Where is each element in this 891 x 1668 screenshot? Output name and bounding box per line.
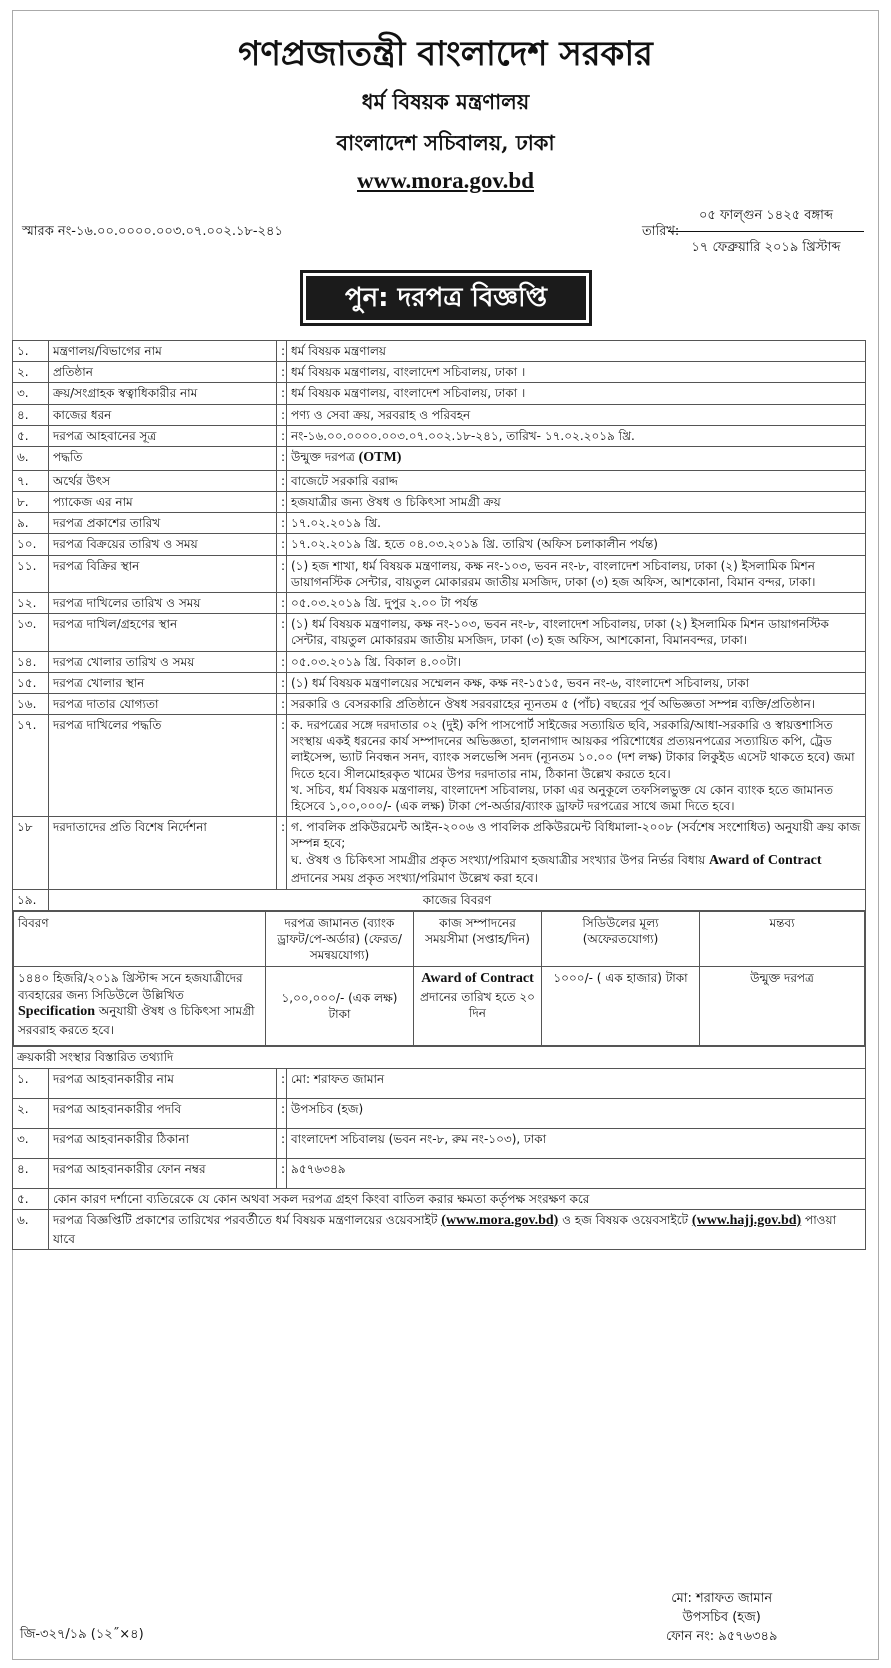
memo-number: স্মারক নং-১৬.০০.০০০০.০০৩.০৭.০০২.১৮-২৪১: [22, 224, 283, 239]
row-colon: :: [277, 1128, 287, 1158]
row-colon: :: [277, 715, 287, 817]
row-label: মন্ত্রণালয়/বিভাগের নাম: [49, 341, 277, 362]
row-colon: :: [277, 555, 287, 592]
table-row: [13, 592, 866, 613]
row-value: [287, 817, 866, 889]
submission-para-ka: ক. দরপত্রের সঙ্গে দরদাতার ০২ (দুই) কপি পাসপোর্ট সাইজের সত্যায়িত ছবি, সরকারি/আধা-সরকারি ও স্বায়ত্তশাসিত সংস্থায় একই ধরনের কার্য সম্পাদনের অভিজ্ঞতা, হালনাগাদ আয়কর পরিশোধের প্রত্যয়নপত্রের সত্যায়িত কপি, ট্রেড লাইসেন্স, ভ্যাট নিবন্ধন সনদ, ব্যাংক সলভেন্সি সনদ (ন্যূনতম ১০.০০ (দশ লক্ষ) টাকার লিকুইড এসেট থাকতে হবে) জমা দিতে হবে। সীলমোহরকৃত খামের উপর দরদাতার নাম, ঠিকানা উল্লেখ করতে হবে।: [291, 718, 855, 781]
org-row: [13, 1128, 866, 1158]
row-label: দরপত্র আহবানকারীর পদবি: [49, 1098, 277, 1128]
row-number: ১২.: [13, 592, 49, 613]
row-label: দরদাতাদের প্রতি বিশেষ নির্দেশনা: [49, 817, 277, 889]
row-value: ১৭.০২.২০১৯ খ্রি. হতে ০৪.০৩.২০১৯ খ্রি. তারিখ (অফিস চলাকালীন পর্যন্ত): [287, 534, 866, 555]
row-label: দরপত্র বিক্রয়ের তারিখ ও সময়: [49, 534, 277, 555]
signatory-title: উপসচিব (হজ): [682, 1609, 761, 1625]
work-table: [13, 911, 865, 1047]
row-value: বাজেটে সরকারি বরাদ্দ: [287, 470, 866, 491]
website-link[interactable]: www.mora.gov.bd: [357, 168, 534, 193]
table-row: [13, 362, 866, 383]
row-colon: :: [277, 614, 287, 651]
row-label: দরপত্র খোলার তারিখ ও সময়: [49, 651, 277, 672]
instruction-para-gha: ঘ. ঔষধ ও চিকিৎসা সামগ্রীর প্রকৃত সংখ্যা/পরিমাণ হজযাত্রীর সংখ্যার উপর নির্ভর বিধায় Award of Contract প্রদানের সময় প্রকৃত সংখ্যা/পরিমাণ উল্লেখ করা হবে।: [291, 852, 822, 886]
row-label: দরপত্র আহবানের সূত্র: [49, 425, 277, 446]
row-colon: :: [277, 693, 287, 714]
row-value: সরকারি ও বেসরকারি প্রতিষ্ঠানে ঔষধ সরবরাহের ন্যূনতম ৫ (পাঁচ) বছরের পূর্ব অভিজ্ঞতা সম্পন্ন ব্যক্তি/প্রতিষ্ঠান।: [287, 693, 866, 714]
work-description: ১৪৪০ হিজরি/২০১৯ খ্রিস্টাব্দ সনে হজযাত্রীদের ব্যবহারের জন্য সিডিউলে উল্লিখিত Specification অনুযায়ী ঔষধ ও চিকিৎসা সামগ্রী সরবরাহ করতে হবে।: [14, 967, 266, 1046]
table-row: [13, 614, 866, 651]
table-row: [13, 715, 866, 817]
table-row: [13, 693, 866, 714]
method-text: উন্মুক্ত দরপত্র: [291, 449, 355, 464]
row-number: ৪.: [13, 404, 49, 425]
work-period: Award of Contract প্রদানের তারিখ হতে ২০ দিন: [414, 967, 542, 1046]
signatory-name: মো: শরাফত জামান: [671, 1591, 773, 1606]
row-number: ৬.: [13, 1209, 49, 1249]
row-colon: :: [277, 513, 287, 534]
row-number: ১৫.: [13, 672, 49, 693]
row-label: দরপত্র দাখিলের তারিখ ও সময়: [49, 592, 277, 613]
date-english: ১৭ ফেব্রুয়ারি ২০১৯ খ্রিস্টাব্দ: [691, 240, 841, 255]
row-number: ৫.: [13, 1188, 49, 1209]
note-text: দরপত্র বিজ্ঞপ্তিটি প্রকাশের তারিখের পরবর্তীতে ধর্ম বিষয়ক মন্ত্রণালয়ের ওয়েবসাইট (www.mora.gov.bd) ও হজ বিষয়ক ওয়েবসাইটে (www.hajj.gov.bd) পাওয়া যাবে: [49, 1209, 866, 1249]
row-colon: :: [277, 534, 287, 555]
mora-website-link[interactable]: (www.mora.gov.bd): [441, 1212, 559, 1228]
row-colon: :: [277, 383, 287, 404]
row-label: দরপত্র খোলার স্থান: [49, 672, 277, 693]
work-header: সিডিউলের মূল্য (অফেরতযোগ্য): [542, 911, 700, 967]
org-row: [13, 1068, 866, 1098]
row-value: (১) ধর্ম বিষয়ক মন্ত্রণালয়, কক্ষ নং-১০৩, ভবন নং-৮, বাংলাদেশ সচিবালয়, ঢাকা (২) ইসলামিক মিশন ডায়াগনস্টিক সেন্টার, বায়তুল মোকাররম জাতীয় মসজিদ, ঢাকা (৩) হজ অফিস, আশকোনা, বিমানবন্দর, ঢাকা।: [287, 614, 866, 651]
date-bangla: ০৫ ফাল্গুন ১৪২৫ বঙ্গাব্দ: [668, 206, 864, 232]
row-label: দরপত্র বিক্রির স্থান: [49, 555, 277, 592]
row-number: ৭.: [13, 470, 49, 491]
table-row: [13, 404, 866, 425]
row-number: ১৮: [13, 817, 49, 889]
row-label: দরপত্র দাখিল/গ্রহণের স্থান: [49, 614, 277, 651]
row-number: ৮.: [13, 492, 49, 513]
row-colon: :: [277, 672, 287, 693]
row-colon: :: [277, 1098, 287, 1128]
row-colon: :: [277, 341, 287, 362]
row-colon: :: [277, 817, 287, 889]
row-value: উপসচিব (হজ): [287, 1098, 866, 1128]
row-number: ৫.: [13, 425, 49, 446]
row-number: ১.: [13, 341, 49, 362]
row-number: ৬.: [13, 446, 49, 470]
row-label: দরপত্র দাখিলের পদ্ধতি: [49, 715, 277, 817]
table-row: [13, 513, 866, 534]
award-of-contract-text: Award of Contract: [709, 852, 822, 868]
org-row: [13, 1098, 866, 1128]
table-row: [13, 383, 866, 404]
government-title: গণপ্রজাতন্ত্রী বাংলাদেশ সরকার: [238, 34, 653, 74]
row-value: হজযাত্রীর জন্য ঔষধ ও চিকিৎসা সামগ্রী ক্রয়: [287, 492, 866, 513]
row-value: ১৭.০২.২০১৯ খ্রি.: [287, 513, 866, 534]
submission-para-kha: খ. সচিব, ধর্ম বিষয়ক মন্ত্রণালয়, বাংলাদেশ সচিবালয়, ঢাকা এর অনুকূলে তফসিলভুক্ত যে কোন ব্যাংক হতে জামানত হিসেবে ১,০০,০০০/- (এক লক্ষ) টাকা পে-অর্ডার/ব্যাংক ড্রাফট দরপত্রের সাথে জমা দিতে হবে।: [291, 782, 833, 814]
row-label: প্রতিষ্ঠান: [49, 362, 277, 383]
row-number: ১৬.: [13, 693, 49, 714]
row-value: ০৫.০৩.২০১৯ খ্রি. বিকাল ৪.০০টা।: [287, 651, 866, 672]
work-header: কাজ সম্পাদনের সময়সীমা (সপ্তাহ/দিন): [414, 911, 542, 967]
work-header: মন্তব্য: [700, 911, 865, 967]
row-value: [287, 446, 866, 470]
work-remark: উন্মুক্ত দরপত্র: [700, 967, 865, 1046]
footer-reference: জি-৩২৭/১৯ (১২˝×৪): [20, 1627, 144, 1642]
row-number: ২.: [13, 362, 49, 383]
row-number: ১৭.: [13, 715, 49, 817]
row-number: ১.: [13, 1068, 49, 1098]
row-colon: :: [277, 404, 287, 425]
note-row: [13, 1188, 866, 1209]
row-label: দরপত্র প্রকাশের তারিখ: [49, 513, 277, 534]
row-value: পণ্য ও সেবা ক্রয়, সরবরাহ ও পরিবহন: [287, 404, 866, 425]
org-title-row: [13, 1047, 866, 1068]
row-number: ৪.: [13, 1158, 49, 1188]
row-value: (১) হজ শাখা, ধর্ম বিষয়ক মন্ত্রণালয়, কক্ষ নং-১০৩, ভবন নং-৮, বাংলাদেশ সচিবালয়, ঢাকা (২) ইসলামিক মিশন ডায়াগনস্টিক সেন্টার, বায়তুল মোকাররম জাতীয় মসজিদ, ঢাকা (৩) হজ অফিস, আশকোনা, বিমান বন্দর, ঢাকা।: [287, 555, 866, 592]
row-value: মো: শরাফত জামান: [287, 1068, 866, 1098]
row-number: ১১.: [13, 555, 49, 592]
row-label: দরপত্র আহবানকারীর ফোন নম্বর: [49, 1158, 277, 1188]
work-header-row: [14, 911, 865, 967]
table-row: [13, 425, 866, 446]
row-label: দরপত্র আহবানকারীর নাম: [49, 1068, 277, 1098]
row-colon: :: [277, 362, 287, 383]
row-label: ক্রয়/সংগ্রাহক স্বত্বাধিকারীর নাম: [49, 383, 277, 404]
date-label: তারিখ:: [642, 224, 680, 239]
table-row: [13, 446, 866, 470]
table-row: [13, 555, 866, 592]
row-number: ১৪.: [13, 651, 49, 672]
row-colon: :: [277, 1068, 287, 1098]
row-label: প্যাকেজ এর নাম: [49, 492, 277, 513]
row-label: দরপত্র দাতার যোগ্যতা: [49, 693, 277, 714]
table-row: [13, 817, 866, 889]
table-row: [13, 492, 866, 513]
row-label: অর্থের উৎস: [49, 470, 277, 491]
row-colon: :: [277, 1158, 287, 1188]
location-title: বাংলাদেশ সচিবালয়, ঢাকা: [336, 130, 555, 155]
signature-block: [666, 1590, 777, 1647]
row-number: ১৩.: [13, 614, 49, 651]
row-colon: :: [277, 470, 287, 491]
row-number: ১৯.: [13, 889, 49, 910]
ministry-title: ধর্ম বিষয়ক মন্ত্রণালয়: [361, 89, 530, 114]
row-value: ধর্ম বিষয়ক মন্ত্রণালয়: [287, 341, 866, 362]
row-colon: :: [277, 446, 287, 470]
work-title: কাজের বিবরণ: [49, 889, 866, 910]
row-number: ৯.: [13, 513, 49, 534]
row-value: ০৫.০৩.২০১৯ খ্রি. দুপুর ২.০০ টা পর্যন্ত: [287, 592, 866, 613]
row-value: নং-১৬.০০.০০০০.০০৩.০৭.০০২.১৮-২৪১, তারিখ- ১৭.০২.২০১৯ খ্রি.: [287, 425, 866, 446]
row-label: কাজের ধরন: [49, 404, 277, 425]
row-colon: :: [277, 651, 287, 672]
work-security: ১,০০,০০০/- (এক লক্ষ) টাকা: [266, 967, 414, 1046]
work-title-row: [13, 889, 866, 910]
row-value: ৯৫৭৬৩৪৯: [287, 1158, 866, 1188]
row-label: পদ্ধতি: [49, 446, 277, 470]
work-header: দরপত্র জামানত (ব্যাংক ড্রাফট/পে-অর্ডার) (ফেরত/সমন্বয়যোগ্য): [266, 911, 414, 967]
table-row: [13, 534, 866, 555]
table-row: [13, 470, 866, 491]
method-code: (OTM): [358, 449, 402, 465]
row-value: ধর্ম বিষয়ক মন্ত্রণালয়, বাংলাদেশ সচিবালয়, ঢাকা ।: [287, 383, 866, 404]
row-value: (১) ধর্ম বিষয়ক মন্ত্রণালয়ের সম্মেলন কক্ষ, কক্ষ নং-১৫১৫, ভবন নং-৬, বাংলাদেশ সচিবালয়, ঢাকা: [287, 672, 866, 693]
org-row: [13, 1158, 866, 1188]
note-row: [13, 1209, 866, 1249]
row-colon: :: [277, 492, 287, 513]
row-label: দরপত্র আহবানকারীর ঠিকানা: [49, 1128, 277, 1158]
row-number: ২.: [13, 1098, 49, 1128]
row-colon: :: [277, 425, 287, 446]
work-table-row: [13, 910, 866, 1047]
tender-table: [12, 340, 866, 1250]
signatory-phone: ফোন নং: ৯৫৭৬৩৪৯: [666, 1628, 778, 1644]
row-colon: :: [277, 592, 287, 613]
row-value: ধর্ম বিষয়ক মন্ত্রণালয়, বাংলাদেশ সচিবালয়, ঢাকা ।: [287, 362, 866, 383]
hajj-website-link[interactable]: (www.hajj.gov.bd): [691, 1212, 802, 1228]
table-row: [13, 672, 866, 693]
work-data-row: [14, 967, 865, 1046]
work-header: বিবরণ: [14, 911, 266, 967]
row-number: ১০.: [13, 534, 49, 555]
row-value: বাংলাদেশ সচিবালয় (ভবন নং-৮, রুম নং-১০৩), ঢাকা: [287, 1128, 866, 1158]
date-box: [668, 206, 864, 259]
work-price: ১০০০/- ( এক হাজার) টাকা: [542, 967, 700, 1046]
row-number: ৩.: [13, 1128, 49, 1158]
table-row: [13, 651, 866, 672]
instruction-para-ga: গ. পাবলিক প্রকিউরমেন্ট আইন-২০০৬ ও পাবলিক প্রকিউরমেন্ট বিধিমালা-২০০৮ (সর্বশেষ সংশোধিত) অনুযায়ী ক্রয় কাজ সম্পন্ন হবে;: [291, 820, 861, 851]
note-text: কোন কারণ দর্শানো ব্যতিরেকে যে কোন অথবা সকল দরপত্র গ্রহণ কিংবা বাতিল করার ক্ষমতা কর্তৃপক্ষ সংরক্ষণ করে: [49, 1188, 866, 1209]
table-row: [13, 341, 866, 362]
org-title: ক্রয়কারী সংস্থার বিস্তারিত তথ্যাদি: [13, 1047, 866, 1068]
notice-banner: পুন: দরপত্র বিজ্ঞপ্তি: [306, 276, 586, 320]
row-value: [287, 715, 866, 817]
row-number: ৩.: [13, 383, 49, 404]
